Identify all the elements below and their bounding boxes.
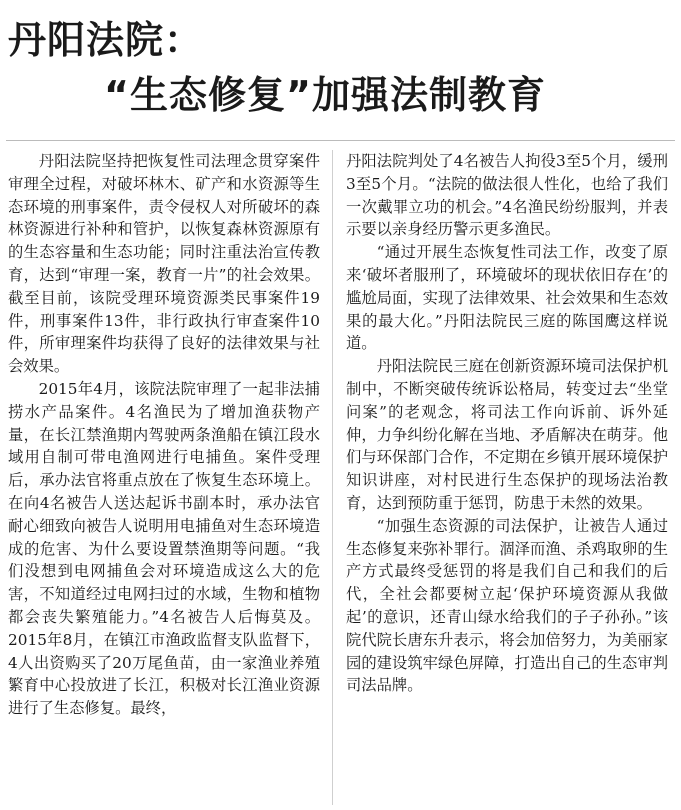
column-divider <box>332 150 333 805</box>
headline-line-1: 丹阳法院： <box>8 18 204 62</box>
article-paragraph: 2015年4月，该院法院审理了一起非法捕捞水产品案件。4名渔民为了增加渔获物产量，在长江禁渔期内驾驶两条渔船在镇江段水域用自制可带电渔网进行电捕鱼。案件受理后，承办法官将重点放在了恢复生态环境上。在向4名被告人送达起诉书副本时，承办法官耐心细致向被告人说明用电捕鱼对生态环境造成的危害、为什么要设置禁渔期等问题。“我们没想到电网捕鱼会对环境造成这么大的危害，不知道经过电网扫过的水域，生物和植物都会丧失繁殖能力。”4名被告人后悔莫及。2015年8月，在镇江市渔政监督支队监督下，4人出资购买了20万尾鱼苗，由一家渔业养殖繁育中心投放进了长江，积极对长江渔业资源进行了生态修复。最终， <box>8 379 320 718</box>
article-paragraph: “加强生态资源的司法保护，让被告人通过生态修复来弥补罪行。涸泽而渔、杀鸡取卵的生产方式最终受惩罚的将是我们自己和我们的后代，全社会都要树立起‘保护环境资源从我做起’的意识，还青山绿水给我们的子子孙孙。”该院代院长唐东升表示，将会加倍努力，为美丽家园的建设筑牢绿色屏障，打造出自己的生态审判司法品牌。 <box>346 516 668 695</box>
article-column-right <box>346 150 668 805</box>
headline-line-2: “生态修复”加强法制教育 <box>104 73 546 117</box>
article-paragraph: 丹阳法院坚持把恢复性司法理念贯穿案件审理全过程，对破坏林木、矿产和水资源等生态环境的刑事案件，责令侵权人对所破坏的森林资源进行补种和管护，以恢复森林资源原有的生态容量和生态功能；同时注重法治宣传教育，达到“审理一案，教育一片”的社会效果。截至目前，该院受理环境资源类民事案件19件，刑事案件13件，非行政执行审查案件10件，所审理案件均获得了良好的法律效果与社会效果。 <box>8 152 320 376</box>
article-paragraph: “通过开展生态恢复性司法工作，改变了原来‘破坏者服刑了，环境破坏的现状依旧存在’的尴尬局面，实现了法律效果、社会效果和生态效果的最大化。”丹阳法院民三庭的陈国鹰这样说道。 <box>346 243 668 353</box>
article-paragraph: 丹阳法院民三庭在创新资源环境司法保护机制中，不断突破传统诉讼格局，转变过去“坐堂问案”的老观念，将司法工作向诉前、诉外延伸，力争纠纷化解在当地、矛盾解决在萌芽。他们与环保部门合作，不定期在乡镇开展环境保护知识讲座，对村民进行生态保护的现场法治教育，达到预防重于惩罚，防患于未然的效果。 <box>346 357 668 512</box>
headline-rule <box>6 140 675 141</box>
article-headline <box>0 0 681 138</box>
article-paragraph-continued: 丹阳法院判处了4名被告人拘役3至5个月，缓刑3至5个月。“法院的做法很人性化，也给了我们一次戴罪立功的机会。”4名渔民纷纷服判，并表示要以亲身经历警示更多渔民。 <box>346 152 668 239</box>
article-column-left <box>8 150 320 805</box>
